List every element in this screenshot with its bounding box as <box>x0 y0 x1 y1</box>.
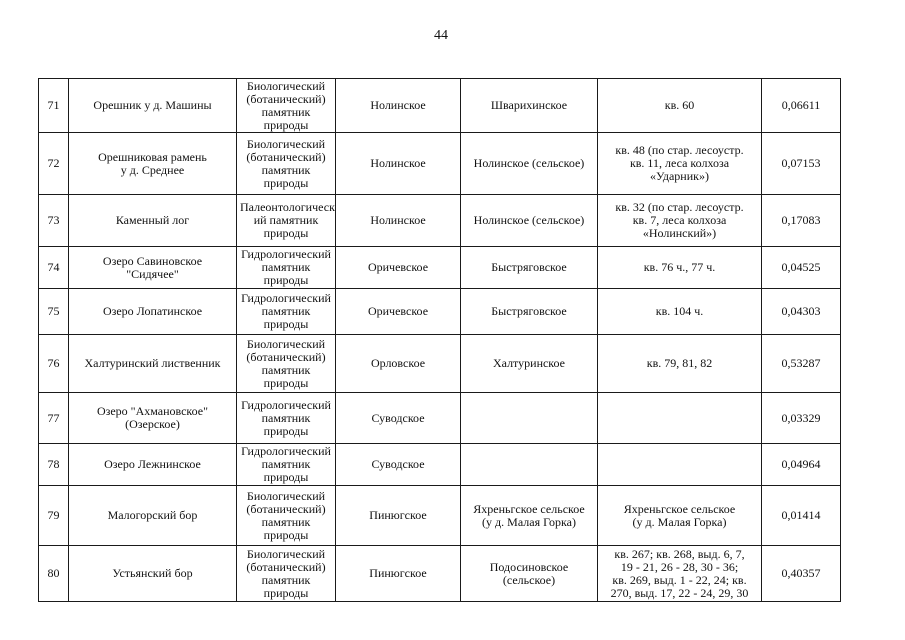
district: Нолинское <box>336 79 461 133</box>
location <box>598 444 762 486</box>
table-row <box>39 133 841 195</box>
district: Орловское <box>336 335 461 393</box>
location: кв. 104 ч. <box>598 289 762 335</box>
table-row <box>39 546 841 602</box>
monument-type: Гидрологический памятник природы <box>237 247 336 289</box>
monument-name: Орешник у д. Машины <box>69 79 237 133</box>
monument-type: Биологический (ботанический) памятник природы <box>237 546 336 602</box>
monument-name: Орешниковая рамень у д. Среднее <box>69 133 237 195</box>
row-number: 71 <box>39 79 69 133</box>
settlement: Подосиновское (сельское) <box>461 546 598 602</box>
district: Пинюгское <box>336 486 461 546</box>
settlement: Нолинское (сельское) <box>461 133 598 195</box>
area-value: 0,04525 <box>762 247 841 289</box>
table-row <box>39 247 841 289</box>
settlement: Быстряговское <box>461 289 598 335</box>
location: кв. 267; кв. 268, выд. 6, 7, 19 - 21, 26 - 28, 30 - 36; кв. 269, выд. 1 - 22, 24; кв. 270, выд. 17, 22 - 24, 29, 30 <box>598 546 762 602</box>
district: Нолинское <box>336 195 461 247</box>
row-number: 76 <box>39 335 69 393</box>
area-value: 0,40357 <box>762 546 841 602</box>
table-row <box>39 289 841 335</box>
monument-type: Гидрологический памятник природы <box>237 393 336 444</box>
monument-type: Биологический (ботанический) памятник природы <box>237 79 336 133</box>
monument-type: Гидрологический памятник природы <box>237 289 336 335</box>
monument-type: Биологический (ботанический) памятник природы <box>237 335 336 393</box>
settlement: Нолинское (сельское) <box>461 195 598 247</box>
location: кв. 48 (по стар. лесоустр. кв. 11, леса колхоза «Ударник») <box>598 133 762 195</box>
monument-name: Халтуринский лиственник <box>69 335 237 393</box>
district: Оричевское <box>336 247 461 289</box>
monument-type: Биологический (ботанический) памятник природы <box>237 486 336 546</box>
district: Нолинское <box>336 133 461 195</box>
settlement <box>461 444 598 486</box>
monument-name: Озеро Лопатинское <box>69 289 237 335</box>
monument-name: Каменный лог <box>69 195 237 247</box>
district: Суводское <box>336 444 461 486</box>
settlement <box>461 393 598 444</box>
monument-name: Озеро Лежнинское <box>69 444 237 486</box>
location <box>598 393 762 444</box>
monument-type: Палеонтологическ ий памятник природы <box>237 195 336 247</box>
row-number: 72 <box>39 133 69 195</box>
row-number: 74 <box>39 247 69 289</box>
row-number: 75 <box>39 289 69 335</box>
area-value: 0,07153 <box>762 133 841 195</box>
table-row <box>39 79 841 133</box>
settlement: Яхреньгское сельское (у д. Малая Горка) <box>461 486 598 546</box>
settlement: Халтуринское <box>461 335 598 393</box>
table-row <box>39 393 841 444</box>
monument-name: Озеро "Ахмановское" (Озерское) <box>69 393 237 444</box>
district: Пинюгское <box>336 546 461 602</box>
area-value: 0,17083 <box>762 195 841 247</box>
row-number: 80 <box>39 546 69 602</box>
table-row <box>39 195 841 247</box>
area-value: 0,01414 <box>762 486 841 546</box>
location: кв. 76 ч., 77 ч. <box>598 247 762 289</box>
area-value: 0,06611 <box>762 79 841 133</box>
district: Суводское <box>336 393 461 444</box>
settlement: Шварихинское <box>461 79 598 133</box>
area-value: 0,03329 <box>762 393 841 444</box>
monument-type: Гидрологический памятник природы <box>237 444 336 486</box>
monument-name: Озеро Савиновское "Сидячее" <box>69 247 237 289</box>
location: Яхреньгское сельское (у д. Малая Горка) <box>598 486 762 546</box>
monument-name: Малогорский бор <box>69 486 237 546</box>
table-row <box>39 486 841 546</box>
area-value: 0,53287 <box>762 335 841 393</box>
page-number: 44 <box>434 28 448 43</box>
table-row <box>39 335 841 393</box>
area-value: 0,04303 <box>762 289 841 335</box>
location: кв. 60 <box>598 79 762 133</box>
area-value: 0,04964 <box>762 444 841 486</box>
district: Оричевское <box>336 289 461 335</box>
settlement: Быстряговское <box>461 247 598 289</box>
natural-monuments-table <box>38 78 841 602</box>
row-number: 78 <box>39 444 69 486</box>
row-number: 73 <box>39 195 69 247</box>
monument-name: Устьянский бор <box>69 546 237 602</box>
table-row <box>39 444 841 486</box>
location: кв. 32 (по стар. лесоустр. кв. 7, леса колхоза «Нолинский») <box>598 195 762 247</box>
monument-type: Биологический (ботанический) памятник природы <box>237 133 336 195</box>
location: кв. 79, 81, 82 <box>598 335 762 393</box>
row-number: 79 <box>39 486 69 546</box>
row-number: 77 <box>39 393 69 444</box>
